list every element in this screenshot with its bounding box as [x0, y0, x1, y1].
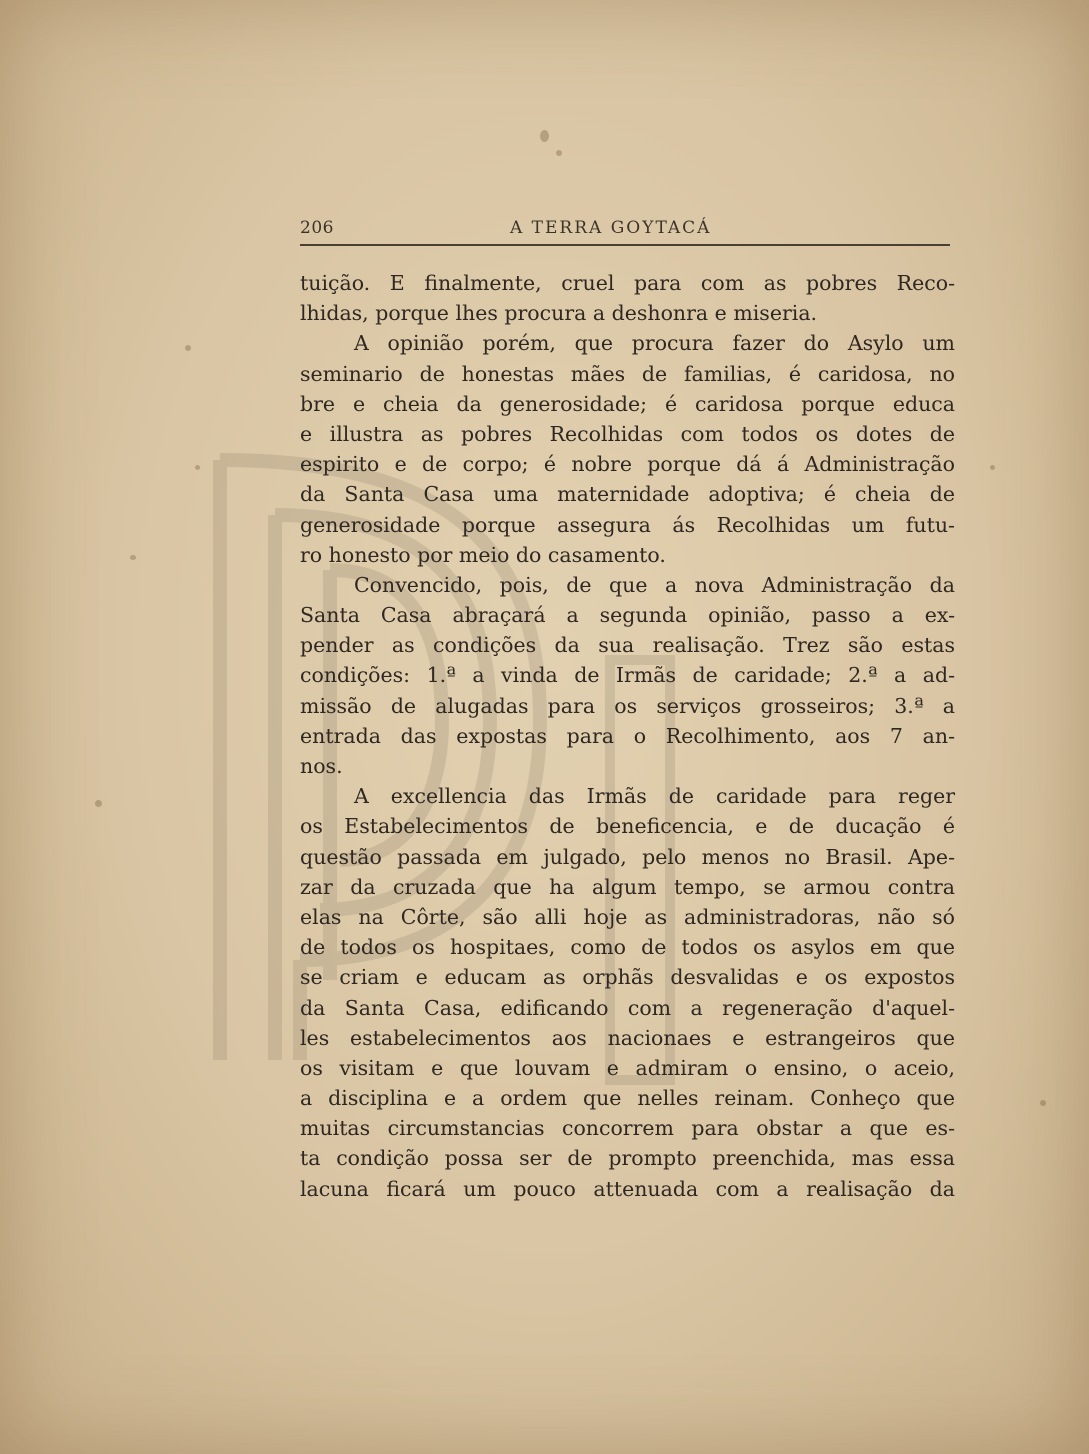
text-line: ta condição possa ser de prompto preenchida, mas essa: [300, 1146, 955, 1171]
text-line: muitas circumstancias concorrem para obstar a que es-: [300, 1116, 955, 1141]
text-line: e illustra as pobres Recolhidas com todos os dotes de: [300, 421, 955, 446]
running-head: A TERRA GOYTACÁ: [510, 218, 712, 238]
text-line: se criam e educam as orphãs desvalidas e os expostos: [300, 965, 955, 990]
text-line: elas na Côrte, são alli hoje as administradoras, não só: [300, 904, 955, 929]
text-line: pender as condições da sua realisação. Trez são estas: [300, 633, 955, 658]
paper-speck: [195, 465, 200, 470]
text-line: entrada das expostas para o Recolhimento, aos 7 an-: [300, 723, 955, 748]
text-line: ro honesto por meio do casamento.: [300, 542, 666, 567]
paper-speck: [990, 465, 995, 470]
text-line: lacuna ficará um pouco attenuada com a realisação da: [300, 1176, 955, 1201]
text-line: condições: 1.ª a vinda de Irmãs de caridade; 2.ª a ad-: [300, 663, 955, 688]
text-line: nos.: [300, 754, 343, 778]
text-line: os Estabelecimentos de beneficencia, e de ducação é: [300, 814, 955, 839]
body-text: [300, 268, 955, 1204]
page-number: 206: [300, 218, 334, 238]
text-line: generosidade porque assegura ás Recolhidas um futu-: [300, 512, 955, 537]
text-line: questão passada em julgado, pelo menos no Brasil. Ape-: [300, 844, 955, 869]
paper-speck: [1040, 1100, 1046, 1106]
text-line: bre e cheia da generosidade; é caridosa porque educa: [300, 391, 955, 416]
paper-speck: [95, 800, 102, 807]
text-line: Santa Casa abraçará a segunda opinião, passo a ex-: [300, 603, 955, 628]
text-line: Convencido, pois, de que a nova Administração da: [354, 572, 955, 597]
text-line: A opinião porém, que procura fazer do Asylo um: [354, 331, 955, 356]
text-line: missão de alugadas para os serviços grosseiros; 3.ª a: [300, 693, 955, 718]
text-line: de todos os hospitaes, como de todos os asylos em que: [300, 935, 955, 960]
text-line: les estabelecimentos aos nacionaes e estrangeiros que: [300, 1025, 955, 1050]
text-line: lhidas, porque lhes procura a deshonra e miseria.: [300, 301, 818, 326]
text-line: da Santa Casa, edificando com a regeneração d'aquel-: [300, 995, 955, 1020]
paper-speck: [556, 150, 562, 156]
paper-speck: [540, 130, 549, 142]
text-line: A excellencia das Irmãs de caridade para reger: [354, 784, 955, 809]
text-line: os visitam e que louvam e admiram o ensino, o aceio,: [300, 1055, 955, 1080]
text-line: da Santa Casa uma maternidade adoptiva; é cheia de: [300, 482, 955, 507]
paper-speck: [130, 555, 136, 560]
paper-speck: [185, 345, 191, 351]
page-header: [300, 216, 950, 246]
text-line: tuição. E finalmente, cruel para com as pobres Reco-: [300, 271, 955, 295]
text-line: zar da cruzada que ha algum tempo, se armou contra: [300, 874, 955, 899]
text-line: espirito e de corpo; é nobre porque dá á Administração: [300, 452, 955, 477]
text-line: seminario de honestas mães de familias, é caridosa, no: [300, 361, 955, 386]
text-line: a disciplina e a ordem que nelles reinam. Conheço que: [300, 1086, 955, 1111]
